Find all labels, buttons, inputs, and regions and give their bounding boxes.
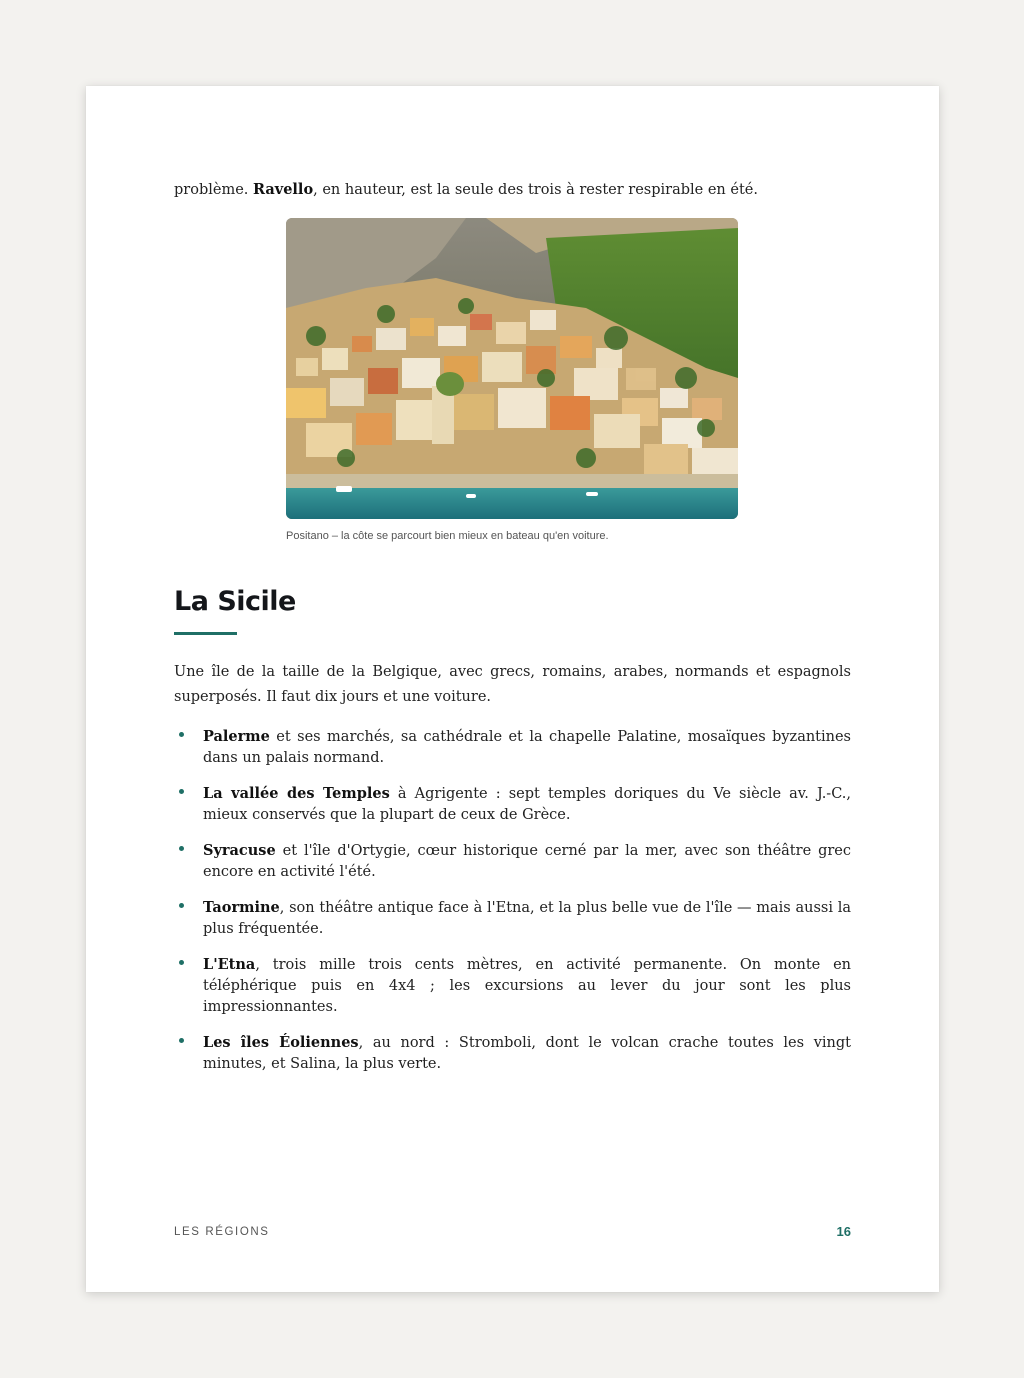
item-text: , au nord : Stromboli, dont le volcan crache toutes les vingt minutes, et Salina, la plus verte.	[203, 1035, 851, 1072]
list-item	[174, 1032, 851, 1075]
lead-paragraph	[174, 178, 851, 202]
item-text: et l'île d'Ortygie, cœur historique cerné par la mer, avec son théâtre grec encore en activité l'été.	[203, 843, 851, 880]
bullet-icon	[179, 789, 184, 794]
list-item	[174, 954, 851, 1018]
item-text: à Agrigente : sept temples doriques du Ve siècle av. J.-C., mieux conservés que la plupart de ceux de Grèce.	[203, 786, 851, 823]
positano-photo	[286, 218, 738, 519]
footer-section-label: LES RÉGIONS	[174, 1226, 270, 1238]
item-text: , trois mille trois cents mètres, en activité permanente. On monte en téléphérique puis en 4x4 ; les excursions au lever du jour sont les plus impressionnantes.	[203, 957, 851, 1015]
bullet-icon	[179, 903, 184, 908]
list-item	[174, 726, 851, 769]
figure	[286, 218, 738, 544]
list-item	[174, 783, 851, 826]
item-name: Palerme	[203, 728, 270, 745]
lead-bold-place: Ravello	[253, 181, 314, 198]
list-item	[174, 897, 851, 940]
item-text: et ses marchés, sa cathédrale et la chapelle Palatine, mosaïques byzantines dans un palais normand.	[203, 729, 851, 766]
lead-text-before: problème.	[174, 182, 253, 198]
title-underline	[174, 632, 237, 635]
item-name: Syracuse	[203, 842, 276, 859]
bullet-icon	[179, 1038, 184, 1043]
lead-text-after: , en hauteur, est la seule des trois à rester respirable en été.	[313, 182, 758, 198]
item-text: , son théâtre antique face à l'Etna, et la plus belle vue de l'île — mais aussi la plus fréquentée.	[203, 900, 851, 937]
page-number: 16	[836, 1224, 851, 1239]
figure-caption: Positano – la côte se parcourt bien mieux en bateau qu'en voiture.	[286, 530, 609, 542]
item-name: L'Etna	[203, 956, 256, 973]
document-page	[86, 86, 939, 1292]
item-name: Taormine	[203, 899, 280, 916]
bullet-icon	[179, 846, 184, 851]
sites-list	[174, 726, 851, 1089]
bullet-icon	[179, 960, 184, 965]
section-intro: Une île de la taille de la Belgique, avec grecs, romains, arabes, normands et espagnols superposés. Il faut dix jours et une voiture.	[174, 664, 851, 705]
bullet-icon	[179, 732, 184, 737]
section-title: La Sicile	[174, 586, 296, 617]
list-item	[174, 840, 851, 883]
item-name: Les îles Éoliennes	[203, 1034, 359, 1051]
item-name: La vallée des Temples	[203, 785, 390, 802]
